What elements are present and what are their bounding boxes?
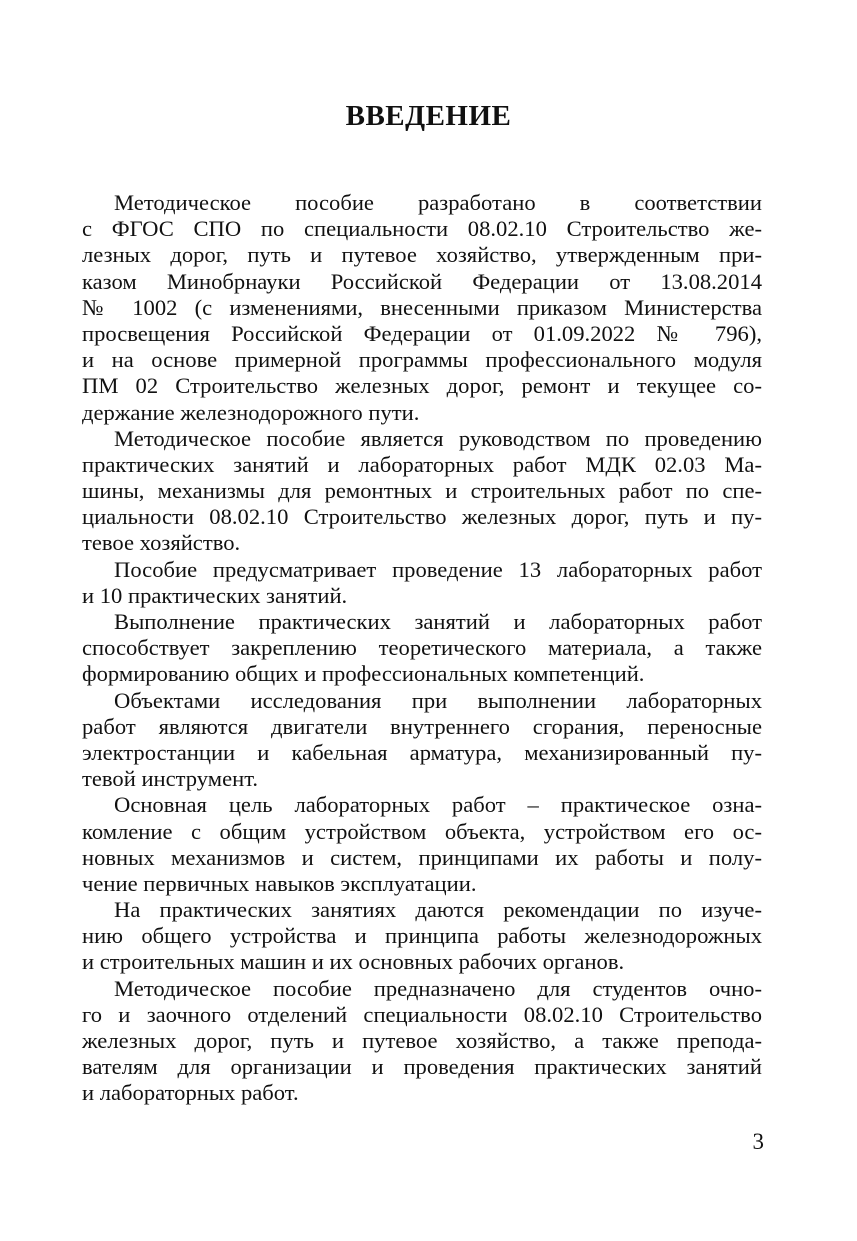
page-title: ВВЕДЕНИЕ <box>345 100 512 132</box>
text-line: Методическое пособие разработано в соответствии <box>114 190 762 215</box>
paragraph <box>82 609 762 688</box>
text-line: Методическое пособие является руководством по проведению <box>114 425 762 451</box>
text-line: нию общего устройства и принципа работы железнодорожных <box>82 923 762 949</box>
text-line: практических занятий и лабораторных работ МДК 02.03 Ма- <box>82 451 762 477</box>
text-line: просвещения Российской Федерации от 01.09.2022 № 796), <box>82 320 762 346</box>
text-line: Выполнение практических занятий и лабораторных работ <box>114 609 762 634</box>
text-line: железных дорог, путь и путевое хозяйство, а также препода- <box>82 1028 762 1053</box>
text-line: вателям для организации и проведения практических занятий <box>82 1054 762 1080</box>
text-line: электростанции и кабельная арматура, механизированный пу- <box>82 739 762 765</box>
paragraph <box>82 190 762 426</box>
text-line: формированию общих и профессиональных компетенций. <box>82 661 645 687</box>
text-line: казом Минобрнауки Российской Федерации от 13.08.2014 <box>82 268 762 294</box>
text-line: способствует закреплению теоретического материала, а также <box>82 635 762 661</box>
text-line: Основная цель лабораторных работ – практическое озна- <box>114 792 762 818</box>
text-line: и лабораторных работ. <box>82 1080 299 1106</box>
text-line: На практических занятиях даются рекомендации по изуче- <box>114 897 762 923</box>
paragraph <box>82 897 762 976</box>
paragraph <box>82 792 762 897</box>
text-line: новных механизмов и систем, принципами их работы и полу- <box>82 844 762 870</box>
paragraph <box>82 426 762 557</box>
text-line: Объектами исследования при выполнении лабораторных <box>114 687 762 713</box>
text-line: шины, механизмы для ремонтных и строительных работ по спе- <box>82 478 762 504</box>
text-line: ПМ 02 Строительство железных дорог, ремонт и текущее со- <box>82 373 762 399</box>
paragraph <box>82 688 762 793</box>
body-text <box>82 190 762 1107</box>
text-line: комление с общим устройством объекта, устройством его ос- <box>82 818 762 844</box>
page-number: 3 <box>752 1129 764 1154</box>
text-line: № 1002 (с изменениями, внесенными приказом Министерства <box>82 294 762 320</box>
paragraph <box>82 976 762 1107</box>
text-line: и строительных машин и их основных рабочих органов. <box>82 949 625 975</box>
text-line: Методическое пособие предназначено для студентов очно- <box>114 975 762 1001</box>
text-line: работ являются двигатели внутреннего сгорания, переносные <box>82 713 762 739</box>
text-line: с ФГОС СПО по специальности 08.02.10 Строительство же- <box>82 216 762 242</box>
text-line: тевое хозяйство. <box>82 530 241 556</box>
text-line: Пособие предусматривает проведение 13 лабораторных работ <box>114 556 762 582</box>
text-line: лезных дорог, путь и путевое хозяйство, утвержденным при- <box>82 242 762 268</box>
text-line: чение первичных навыков эксплуатации. <box>82 870 477 896</box>
text-line: и 10 практических занятий. <box>82 582 348 608</box>
paragraph <box>82 557 762 609</box>
text-line: держание железнодорожного пути. <box>82 399 420 425</box>
text-line: го и заочного отделений специальности 08.02.10 Строительство <box>82 1001 762 1027</box>
text-line: и на основе примерной программы профессионального модуля <box>82 347 762 373</box>
text-line: циальности 08.02.10 Строительство железных дорог, путь и пу- <box>82 504 762 530</box>
text-line: тевой инструмент. <box>82 766 259 792</box>
